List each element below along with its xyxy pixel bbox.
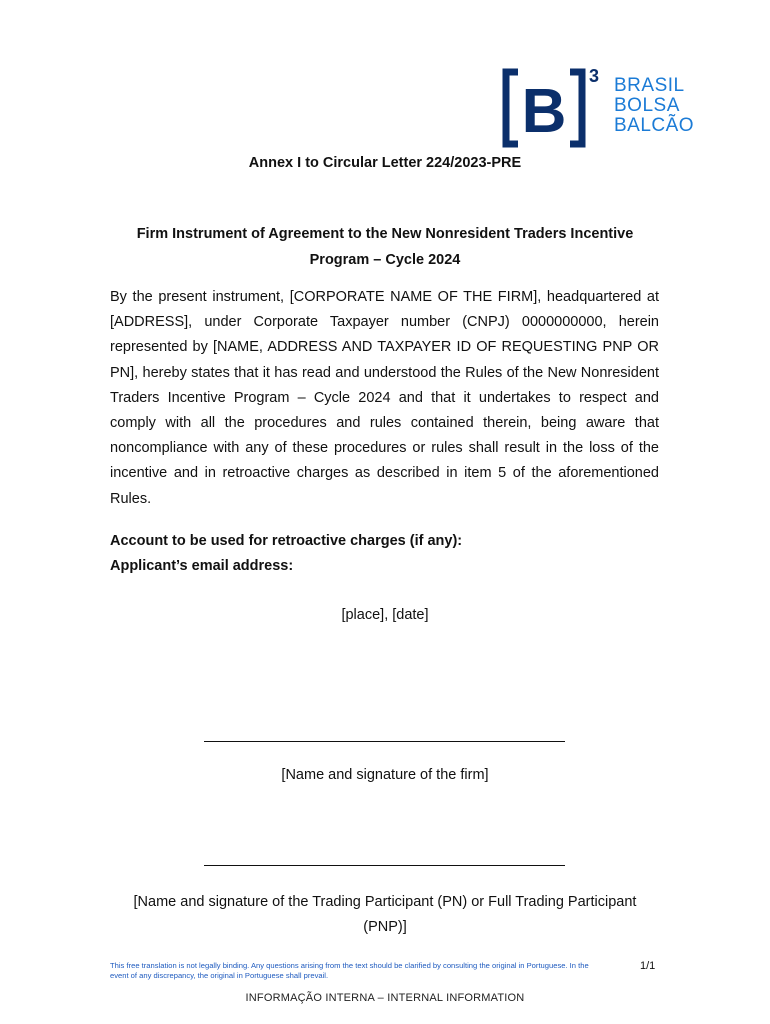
b3-logo-mark — [500, 66, 610, 150]
b3-logo-wordmark — [614, 76, 694, 136]
agreement-body-paragraph: By the present instrument, [CORPORATE NAME OF THE FIRM], headquartered at [ADDRESS], under Corporate Taxpayer number (CNPJ) 0000000000, herein represented by [NAME, ADDRESS AND TAXPAYER ID OF REQUESTING PNP OR PN], hereby states that it has read and understood the Rules of the New Nonresident Traders Incentive Program – Cycle 2024 and that it undertakes to respect and comply with all the procedures and rules contained therein, being aware that noncompliance with any of these procedures or rules shall result in the loss of the incentive and in retroactive charges as described in item 5 of the aforementioned Rules. — [110, 289, 659, 507]
firm-signature-line — [204, 741, 565, 742]
account-label: Account to be used for retroactive charges (if any): — [110, 533, 463, 549]
page-number: 1/1 — [640, 960, 656, 972]
place-date: [place], [date] — [341, 607, 429, 623]
annex-title: Annex I to Circular Letter 224/2023-PRE — [248, 155, 522, 171]
participant-signature-line — [204, 865, 565, 866]
logo-superscript-3: 3 — [588, 66, 600, 86]
participant-signature-caption: [Name and signature of the Trading Participant (PN) or Full Trading Participant (PNP)] — [133, 894, 637, 935]
logo-b-letter: B — [521, 77, 567, 146]
logo-right-bracket — [570, 72, 582, 144]
logo-line-balcao: BALCÃO — [614, 115, 695, 136]
logo-left-bracket — [506, 72, 518, 144]
b3-logo — [500, 66, 700, 150]
translation-disclaimer: This free translation is not legally binding. Any questions arising from the text should be clarified by consulting the original in Portuguese. In the event of any discrepancy, the original in Portuguese shall prevail. — [110, 961, 589, 980]
logo-line-brasil: BRASIL — [614, 75, 685, 96]
logo-line-bolsa: BOLSA — [614, 95, 680, 116]
email-label: Applicant’s email address: — [110, 558, 294, 574]
firm-signature-caption: [Name and signature of the firm] — [281, 767, 489, 783]
classification-label: INFORMAÇÃO INTERNA – INTERNAL INFORMATION — [245, 992, 525, 1004]
instrument-title: Firm Instrument of Agreement to the New Nonresident Traders Incentive Program – Cycle 2024 — [136, 226, 634, 268]
